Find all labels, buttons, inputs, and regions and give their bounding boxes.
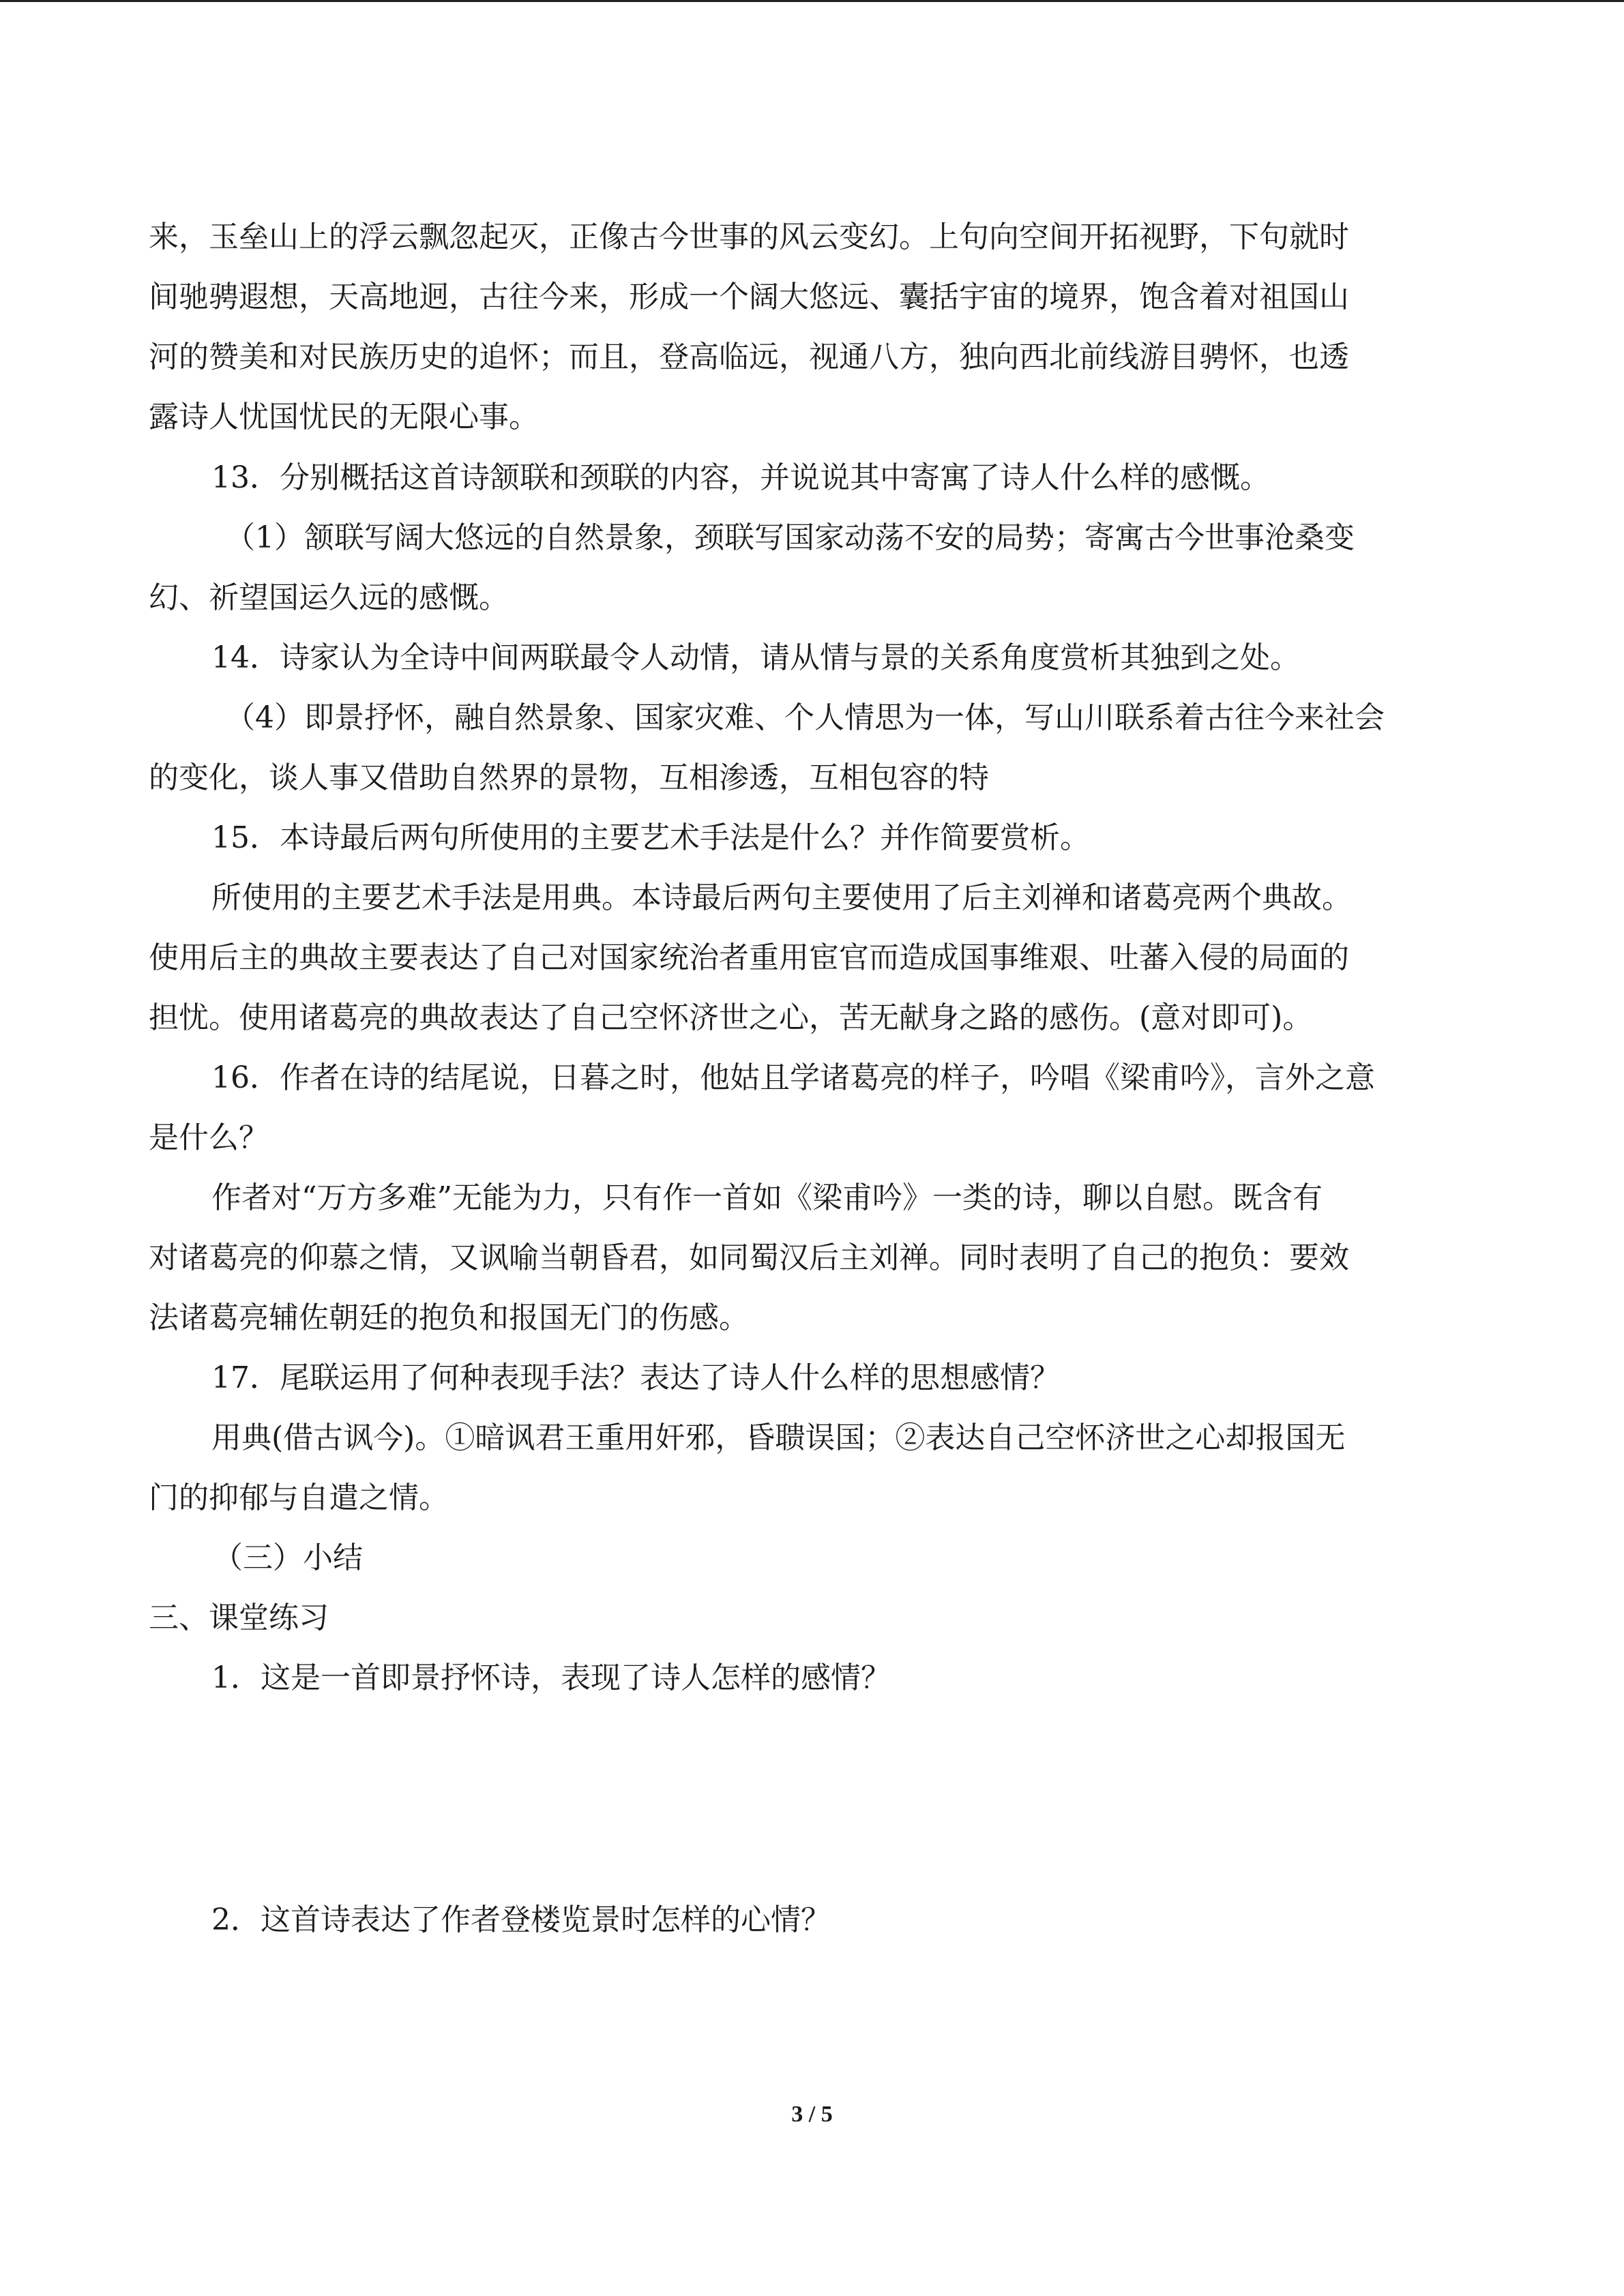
question-13: 13．分别概括这首诗颔联和颈联的内容，并说说其中寄寓了诗人什么样的感慨。 — [211, 460, 1270, 495]
question-17: 17．尾联运用了何种表现手法？表达了诗人什么样的思想感情？ — [211, 1360, 1060, 1395]
paragraph-line: 露诗人忧国忧民的无限心事。 — [149, 400, 539, 434]
top-border-line — [0, 0, 1624, 2]
section-summary-heading: （三）小结 — [213, 1540, 363, 1575]
section-exercise-heading: 三、课堂练习 — [149, 1600, 329, 1635]
page-number: 3 / 5 — [791, 2102, 833, 2127]
question-16-line: 是什么？ — [149, 1120, 269, 1155]
answer-15-line: 所使用的主要艺术手法是用典。本诗最后两句主要使用了后主刘禅和诸葛亮两个典故。 — [211, 880, 1352, 915]
exercise-question-2: 2．这首诗表达了作者登楼览景时怎样的心情？ — [211, 1903, 831, 1937]
answer-14-line: （4）即景抒怀，融自然景象、国家灾难、个人情思为一体，写山川联系着古往今来社会 — [225, 700, 1385, 735]
answer-15-line: 担忧。使用诸葛亮的典故表达了自己空怀济世之心，苦无献身之路的感伤。(意对即可)。 — [149, 1000, 1313, 1035]
answer-16-line: 法诸葛亮辅佐朝廷的抱负和报国无门的伤感。 — [149, 1300, 749, 1335]
question-16: 16．作者在诗的结尾说，日暮之时，他姑且学诸葛亮的样子，吟唱《梁甫吟》，言外之意 — [211, 1060, 1375, 1095]
paragraph-line: 河的赞美和对民族历史的追怀；而且，登高临远，视通八方，独向西北前线游目骋怀，也透 — [149, 340, 1349, 374]
answer-17-line: 门的抑郁与自遣之情。 — [149, 1480, 449, 1515]
exercise-question-1: 1．这是一首即景抒怀诗，表现了诗人怎样的感情？ — [211, 1660, 891, 1695]
answer-16-line: 作者对“万方多难”无能为力，只有作一首如《梁甫吟》一类的诗，聊以自慰。既含有 — [211, 1180, 1323, 1215]
answer-14-line: 的变化，谈人事又借助自然界的景物，互相渗透，互相包容的特 — [149, 760, 989, 795]
answer-13-line: 幻、祈望国运久远的感慨。 — [149, 580, 509, 615]
paragraph-line: 间驰骋遐想，天高地迥，古往今来，形成一个阔大悠远、囊括宇宙的境界，饱含着对祖国山 — [149, 280, 1349, 314]
answer-15-line: 使用后主的典故主要表达了自己对国家统治者重用宦官而造成国事维艰、吐蕃入侵的局面的 — [149, 940, 1349, 975]
question-14: 14．诗家认为全诗中间两联最令人动情，请从情与景的关系角度赏析其独到之处。 — [211, 640, 1300, 675]
answer-17-line: 用典(借古讽今)。①暗讽君王重用奸邪，昏聩误国；②表达自己空怀济世之心却报国无 — [211, 1420, 1346, 1455]
answer-13-line: （1）颔联写阔大悠远的自然景象，颈联写国家动荡不安的局势；寄寓古今世事沧桑变 — [225, 520, 1355, 555]
question-15: 15．本诗最后两句所使用的主要艺术手法是什么？并作简要赏析。 — [211, 820, 1090, 855]
answer-16-line: 对诸葛亮的仰慕之情，又讽喻当朝昏君，如同蜀汉后主刘禅。同时表明了自己的抱负：要效 — [149, 1240, 1349, 1275]
paragraph-line: 来，玉垒山上的浮云飘忽起灭，正像古今世事的风云变幻。上句向空间开拓视野，下句就时 — [149, 220, 1349, 254]
